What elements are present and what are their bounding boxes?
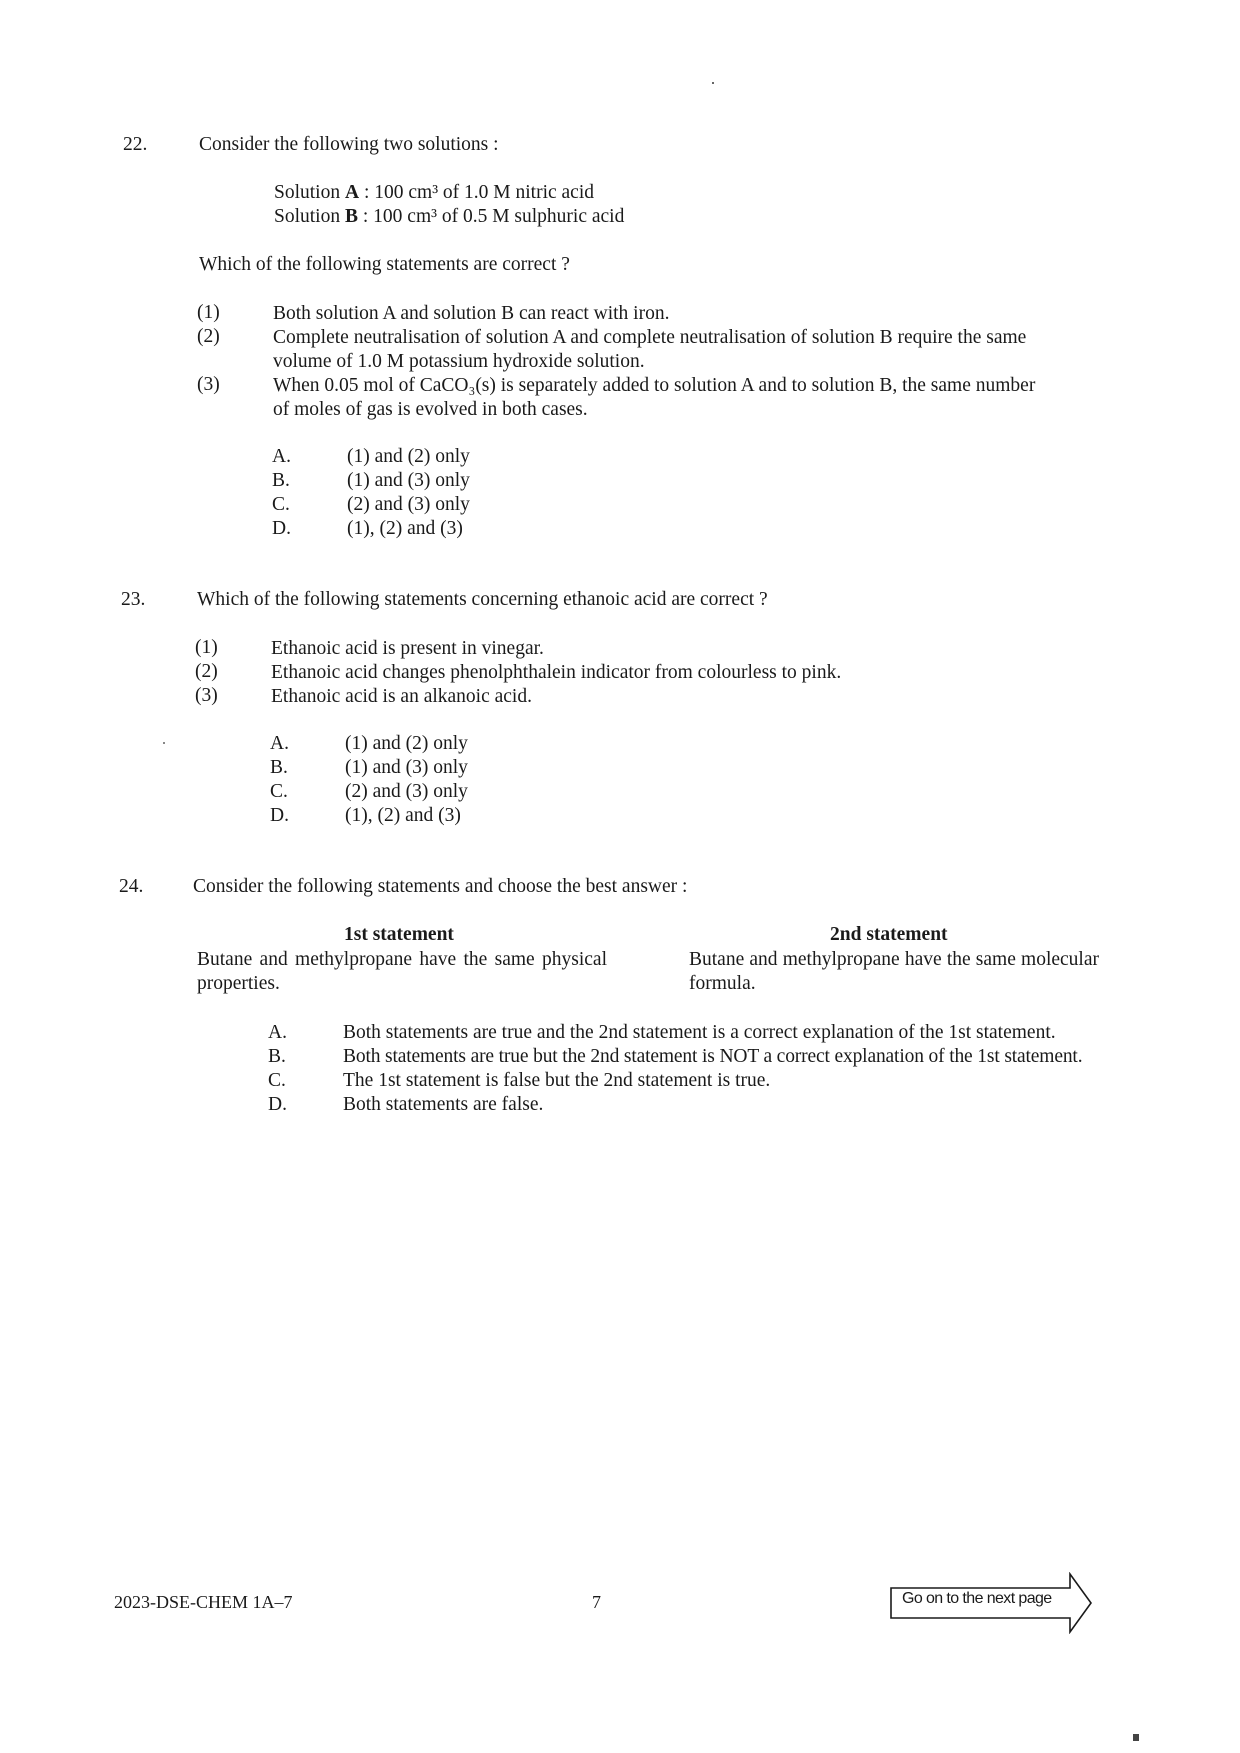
option-text: (2) and (3) only <box>345 781 468 802</box>
option-text: (1) and (3) only <box>347 470 470 491</box>
option-letter: D. <box>270 805 289 826</box>
question-text: Consider the following statements and choose the best answer : <box>193 876 688 897</box>
statement-text: Complete neutralisation of solution A and complete neutralisation of solution B require the same <box>273 327 1027 348</box>
option-text: Both statements are true and the 2nd statement is a correct explanation of the 1st statement. <box>343 1022 1056 1043</box>
question-text: Which of the following statements concerning ethanoic acid are correct ? <box>197 589 768 610</box>
statement-number: (2) <box>197 326 220 347</box>
statement-text: When 0.05 mol of CaCO₃(s) is separately added to solution A and to solution B, the same number <box>273 375 1036 396</box>
first-statement-text: Butane and methylpropane have the same physical properties. <box>197 949 607 994</box>
statement-number: (2) <box>195 661 218 682</box>
option-letter: A. <box>272 446 291 467</box>
option-text: (1), (2) and (3) <box>347 518 463 539</box>
statement-text: Ethanoic acid changes phenolphthalein indicator from colourless to pink. <box>271 662 842 683</box>
option-text: The 1st statement is false but the 2nd statement is true. <box>343 1070 771 1091</box>
question-text: Which of the following statements are correct ? <box>199 254 570 275</box>
question-intro: Consider the following two solutions : <box>199 134 499 155</box>
option-letter: B. <box>268 1046 286 1067</box>
page-number: 7 <box>592 1592 601 1612</box>
question-number: 22. <box>123 134 148 155</box>
statement-number: (1) <box>195 637 218 658</box>
statement-text: of moles of gas is evolved in both cases. <box>273 399 588 420</box>
question-number: 24. <box>119 876 144 897</box>
scan-speck <box>163 742 165 744</box>
statement-text: Both solution A and solution B can react with iron. <box>273 303 670 324</box>
statement-number: (3) <box>197 374 220 395</box>
second-statement-heading: 2nd statement <box>830 924 948 945</box>
statement-text: Ethanoic acid is present in vinegar. <box>271 638 544 659</box>
option-text: Both statements are false. <box>343 1094 544 1115</box>
option-text: (1) and (2) only <box>347 446 470 467</box>
next-page-label: Go on to the next page <box>902 1590 1052 1607</box>
statement-number: (3) <box>195 685 218 706</box>
solution-b: Solution B : 100 cm³ of 0.5 M sulphuric acid <box>274 206 625 227</box>
first-statement-heading: 1st statement <box>344 924 454 945</box>
question-number: 23. <box>121 589 146 610</box>
scan-speck <box>1133 1734 1139 1741</box>
option-text: (1), (2) and (3) <box>345 805 461 826</box>
option-text: (1) and (3) only <box>345 757 468 778</box>
option-letter: B. <box>270 757 288 778</box>
option-letter: B. <box>272 470 290 491</box>
option-letter: A. <box>270 733 289 754</box>
second-statement-text: Butane and methylpropane have the same molecular formula. <box>689 949 1099 994</box>
statement-text: Ethanoic acid is an alkanoic acid. <box>271 686 532 707</box>
statement-number: (1) <box>197 302 220 323</box>
scan-speck <box>712 82 714 84</box>
option-text: Both statements are true but the 2nd statement is NOT a correct explanation of the 1st statement. <box>343 1046 1083 1067</box>
option-letter: D. <box>272 518 291 539</box>
paper-code: 2023-DSE-CHEM 1A–7 <box>114 1592 293 1612</box>
option-text: (1) and (2) only <box>345 733 468 754</box>
next-page-arrow <box>890 1572 1094 1634</box>
option-letter: C. <box>272 494 290 515</box>
option-letter: D. <box>268 1094 287 1115</box>
statement-text: volume of 1.0 M potassium hydroxide solution. <box>273 351 645 372</box>
solution-a: Solution A : 100 cm³ of 1.0 M nitric acid <box>274 182 595 203</box>
option-letter: C. <box>270 781 288 802</box>
option-letter: C. <box>268 1070 286 1091</box>
option-letter: A. <box>268 1022 287 1043</box>
option-text: (2) and (3) only <box>347 494 470 515</box>
